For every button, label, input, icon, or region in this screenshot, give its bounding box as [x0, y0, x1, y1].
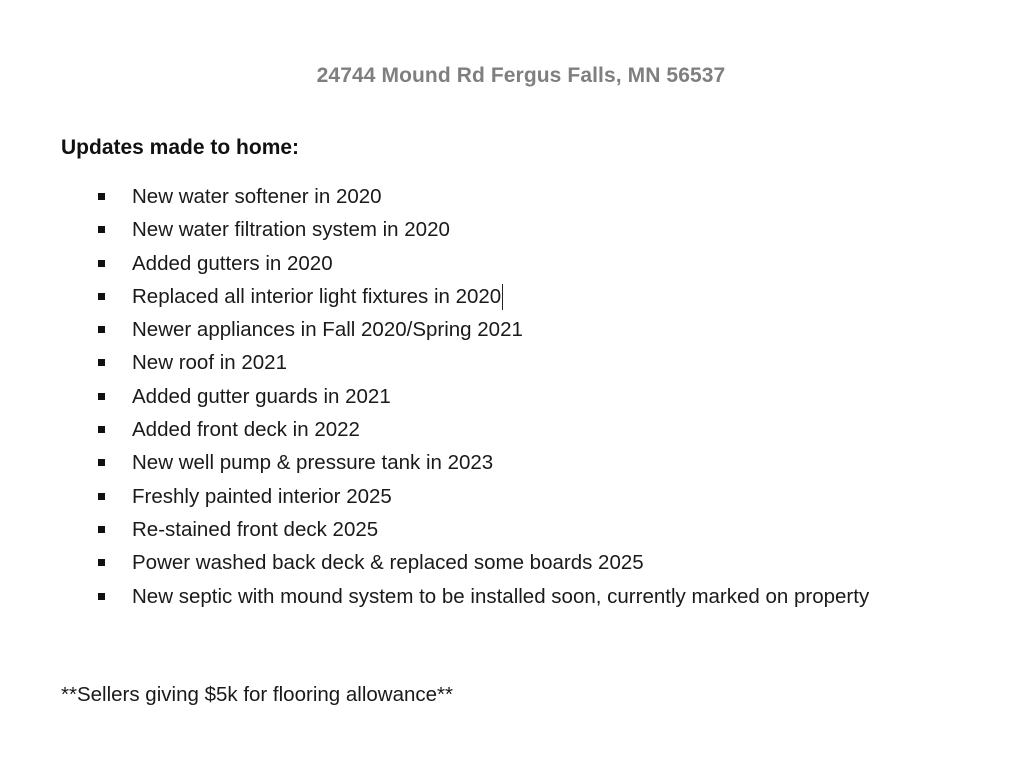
address-title: 24744 Mound Rd Fergus Falls, MN 56537 — [316, 64, 726, 87]
list-item-text: Added gutters in 2020 — [132, 251, 333, 275]
square-bullet-icon — [98, 459, 105, 466]
square-bullet-icon — [98, 193, 105, 200]
list-item-text: Newer appliances in Fall 2020/Spring 2021 — [132, 318, 523, 342]
updates-heading: Updates made to home: — [61, 136, 300, 159]
flooring-allowance-note: **Sellers giving $5k for flooring allowance** — [61, 683, 453, 706]
list-item-text-with-cursor[interactable] — [132, 280, 503, 313]
list-item-text: New water softener in 2020 — [132, 185, 382, 208]
list-item-text: Added gutter guards in 2021 — [132, 384, 391, 408]
square-bullet-icon — [98, 293, 105, 300]
square-bullet-icon — [98, 493, 105, 500]
square-bullet-icon — [98, 559, 105, 566]
list-item-text: Added front deck in 2022 — [132, 418, 360, 442]
list-item-text: Re-stained front deck 2025 — [132, 517, 379, 541]
square-bullet-icon — [98, 260, 105, 267]
square-bullet-icon — [98, 359, 105, 366]
text-cursor — [502, 284, 503, 310]
list-item-text: New septic with mound system to be installed soon, currently marked on property — [132, 584, 870, 608]
list-item-text: Freshly painted interior 2025 — [132, 484, 392, 508]
square-bullet-icon — [98, 426, 105, 433]
list-item-text: New water filtration system in 2020 — [132, 218, 450, 242]
list-item-text: Replaced all interior light fixtures in 2020 — [132, 284, 502, 308]
list-item-text: Power washed back deck & replaced some boards 2025 — [132, 551, 644, 575]
square-bullet-icon — [98, 393, 105, 400]
square-bullet-icon — [98, 593, 105, 600]
list-item-text: New roof in 2021 — [132, 351, 287, 375]
list-item-text: New well pump & pressure tank in 2023 — [132, 451, 494, 475]
square-bullet-icon — [98, 226, 105, 233]
square-bullet-icon — [98, 526, 105, 533]
square-bullet-icon — [98, 326, 105, 333]
